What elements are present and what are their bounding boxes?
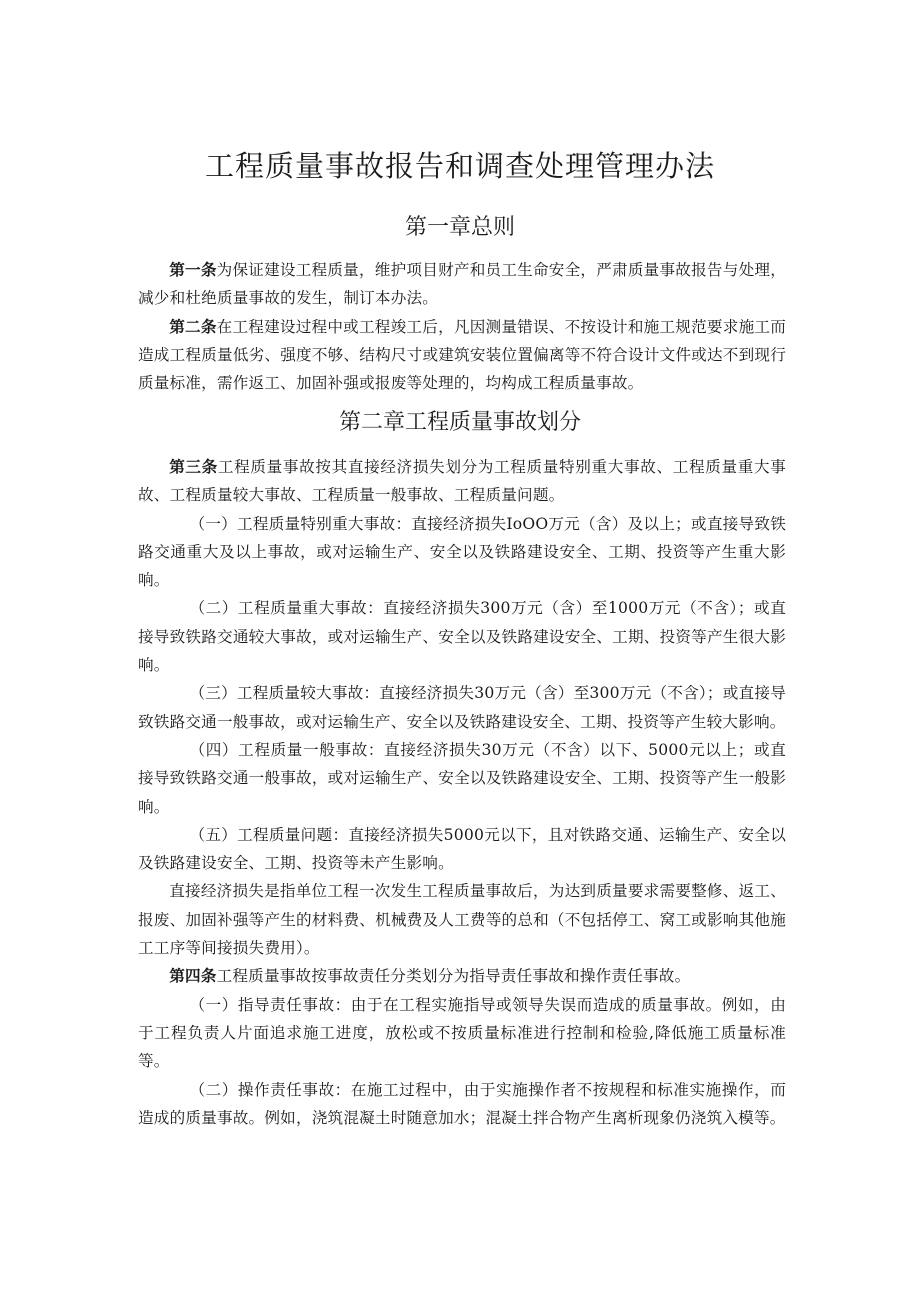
article-4-item-1: （一）指导责任事故：由于在工程实施指导或领导失误而造成的质量事故。例如，由于工程负责人片面追求施工进度，放松或不按质量标准进行控制和检验,降低施工质量标准等。: [138, 995, 786, 1071]
article-2-label: 第二条: [169, 316, 217, 336]
article-4-item-2: （二）操作责任事故：在施工过程中，由于实施操作者不按规程和标准实施操作，而造成的质量事故。例如，浇筑混凝土时随意加水；混凝土拌合物产生离析现象仍浇筑入模等。: [138, 1080, 786, 1127]
article-3-item-5: （五）工程质量问题：直接经济损失5000元以下，且对铁路交通、运输生产、安全以及铁路建设安全、工期、投资等未产生影响。: [138, 825, 786, 873]
article-3-text: 工程质量事故按其直接经济损失划分为工程质量特别重大事故、工程质量重大事故、工程质量较大事故、工程质量一般事故、工程质量问题。: [138, 458, 786, 505]
article-2-text: 在工程建设过程中或工程竣工后，凡因测量错误、不按设计和施工规范要求施工而造成工程质量低劣、强度不够、结构尺寸或建筑安装位置偏离等不符合设计文件或达不到现行质量标准，需作返工、加固补强或报废等处理的，均构成工程质量事故。: [138, 317, 786, 393]
loss-definition: 直接经济损失是指单位工程一次发生工程质量事故后，为达到质量要求需要整修、返工、报废、加固补强等产生的材料费、机械费及人工费等的总和（不包括停工、窝工或影响其他施工工序等间接损失费用）。: [138, 882, 786, 958]
article-4: [138, 962, 786, 990]
document-title: 工程质量事故报告和调查处理管理办法: [204, 149, 715, 183]
article-1: [138, 256, 786, 313]
article-2: [138, 313, 786, 398]
chapter-1-heading: 第一章总则: [404, 215, 515, 240]
chapter-1-body: [138, 256, 786, 397]
article-3-label: 第三条: [169, 457, 218, 476]
article-3: [138, 453, 786, 510]
article-3-item-4: （四）工程质量一般事故：直接经济损失30万元（不含）以下、5000元以上；或直接导致铁路交通一般事故，或对运输生产、安全以及铁路建设安全、工期、投资等产生一般影响。: [138, 740, 786, 816]
article-4-label: 第四条: [169, 966, 217, 986]
article-3-item-2: （二）工程质量重大事故：直接经济损失300万元（含）至1000万元（不含）；或直接导致铁路交通较大事故，或对运输生产、安全以及铁路建设安全、工期、投资等产生很大影响。: [138, 599, 786, 675]
article-3-item-3: （三）工程质量较大事故：直接经济损失30万元（含）至300万元（不含）；或直接导致铁路交通一般事故，或对运输生产、安全以及铁路建设安全、工期、投资等产生较大影响。: [138, 684, 786, 731]
chapter-2-heading: 第二章工程质量事故划分: [338, 410, 581, 435]
chapter-2-body: [138, 453, 786, 1132]
article-1-text: 为保证建设工程质量，维护项目财产和员工生命安全，严肃质量事故报告与处理，减少和杜绝质量事故的发生，制订本办法。: [138, 261, 786, 308]
article-4-text: 工程质量事故按事故责任分类划分为指导责任事故和操作责任事故。: [216, 967, 691, 986]
article-1-label: 第一条: [169, 260, 217, 279]
article-3-item-1: （一）工程质量特别重大事故：直接经济损失IoOO万元（含）及以上；或直接导致铁路交通重大及以上事故，或对运输生产、安全以及铁路建设安全、工期、投资等产生重大影响。: [138, 514, 786, 590]
